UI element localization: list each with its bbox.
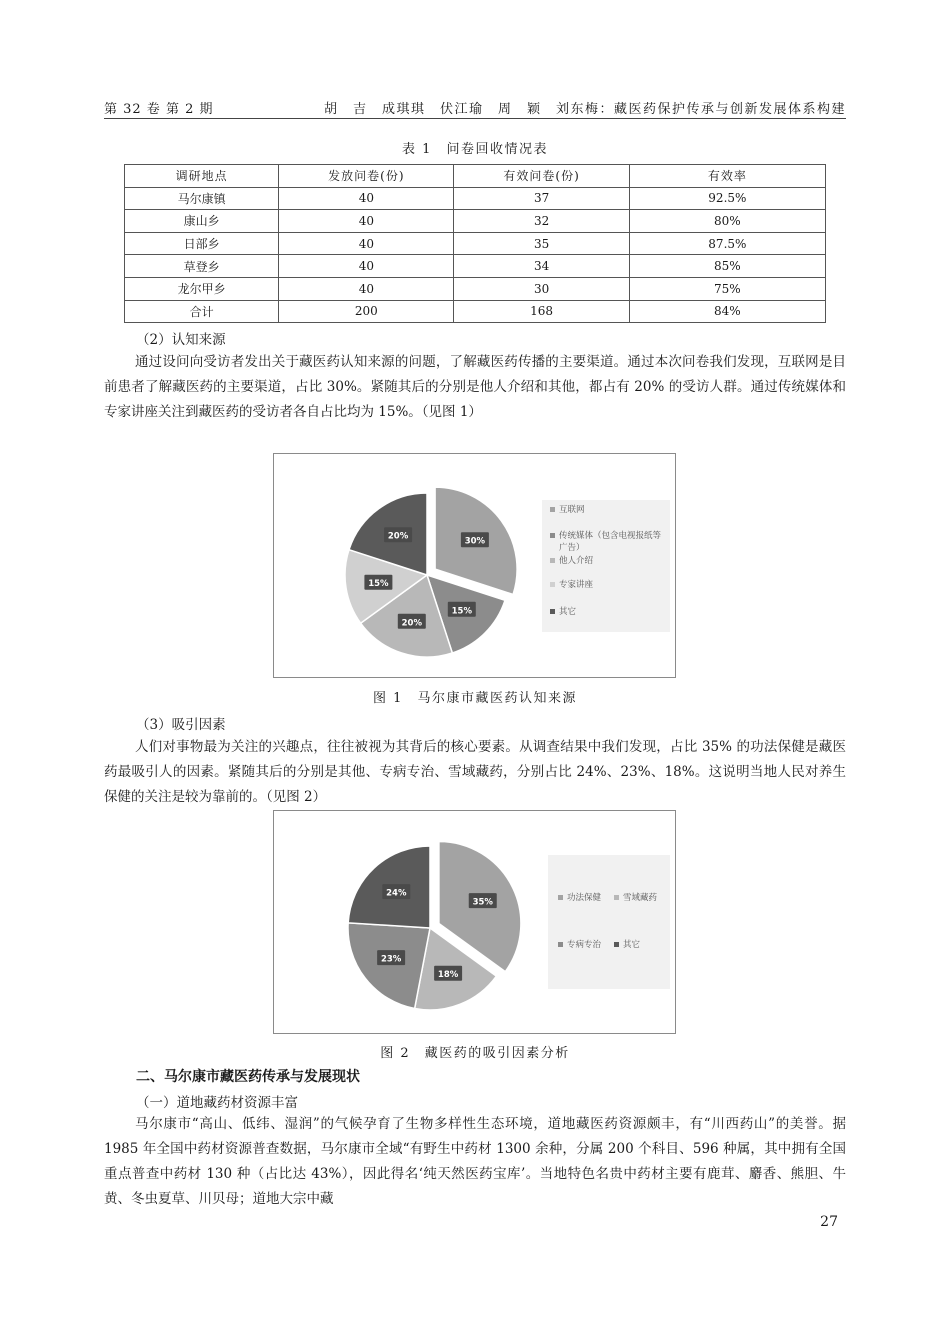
table-cell: 80% [629, 210, 825, 233]
legend-label: 其它 [623, 940, 641, 950]
legend-label: 其它 [559, 607, 577, 617]
figure-1-caption: 图 1 马尔康市藏医药认知来源 [373, 691, 577, 706]
legend-swatch [550, 609, 555, 614]
col-header-location: 调研地点 [125, 165, 279, 188]
section-heading-cognition: （2）认知来源 [136, 332, 226, 348]
table-cell: 168 [454, 300, 629, 323]
data-label: 20% [387, 531, 409, 542]
authors-title: 胡 吉 成琪琪 伏江瑜 周 颖 刘东梅：藏医药保护传承与创新发展体系构建 [323, 102, 846, 117]
journal-issue: 第 32 卷 第 2 期 [104, 102, 214, 117]
legend-swatch [558, 895, 563, 900]
table-caption: 表 1 问卷回收情况表 [402, 142, 548, 157]
figure-2-pie-chart [273, 810, 676, 1034]
legend-swatch [550, 558, 555, 563]
data-label: 30% [464, 536, 486, 547]
table-cell: 34 [454, 255, 629, 278]
paragraph-attraction: 人们对事物最为关注的兴趣点，往往被视为其背后的核心要素。从调查结果中我们发现，占比 35% 的功法保健是藏医药最吸引人的因素。紧随其后的分别是其他、专病专治、雪域藏药，分别占比 24%、23%、18%。这说明当地人民对养生保健的关注是较为靠前的。（见图 2） [104, 739, 846, 805]
table-cell: 40 [279, 232, 454, 255]
legend-box [548, 855, 670, 989]
running-header [104, 96, 846, 119]
pie-chart-1-svg [274, 454, 675, 677]
table-header-row [125, 165, 826, 188]
figure-2-caption: 图 2 藏医药的吸引因素分析 [380, 1046, 570, 1061]
col-header-rate: 有效率 [629, 165, 825, 188]
table-body [125, 187, 826, 323]
legend-label: 他人介绍 [559, 556, 594, 566]
pie-slice-2-3 [348, 923, 430, 1009]
legend-label: 专病专治 [567, 940, 602, 950]
table-cell: 37 [454, 187, 629, 210]
col-header-valid: 有效问卷(份) [454, 165, 629, 188]
table-row [125, 300, 826, 323]
col-header-issued: 发放问卷(份) [279, 165, 454, 188]
page-number: 27 [820, 1214, 838, 1230]
legend-label: 广告） [559, 543, 585, 553]
legend-swatch [550, 582, 555, 587]
table-cell: 84% [629, 300, 825, 323]
section-heading-part2: 二、马尔康市藏医药传承与发展现状 [136, 1069, 360, 1085]
table-cell: 日部乡 [125, 232, 279, 255]
legend-swatch [550, 507, 555, 512]
table-cell: 85% [629, 255, 825, 278]
legend-swatch [614, 895, 619, 900]
data-label: 20% [401, 618, 422, 629]
paragraph-resources: 马尔康市“高山、低纬、湿润”的气候孕育了生物多样性生态环境，道地藏医药资源颇丰，有“川西药山”的美誉。据 1985 年全国中药材资源普查数据，马尔康市全域“有野生中药材 1300 余种，分属 200 个科目、596 种属，其中拥有全国重点普查中药材 130 种（占比达 43%），因此得名‘纯天然医药宝库’。当地特色名贵中药材主要有鹿茸、麝香、熊胆、牛黄、冬虫夏草、川贝母；道地大宗中藏 [104, 1116, 846, 1207]
table-row [125, 232, 826, 255]
table-cell: 200 [279, 300, 454, 323]
data-label: 35% [472, 897, 493, 908]
legend-label: 雪域藏药 [623, 893, 658, 903]
table-cell: 40 [279, 255, 454, 278]
table-cell: 87.5% [629, 232, 825, 255]
subsection-heading-resources: （一）道地藏药材资源丰富 [136, 1095, 298, 1111]
legend-swatch [550, 533, 555, 538]
pie-chart-2-svg [274, 811, 675, 1033]
table-cell: 草登乡 [125, 255, 279, 278]
table-row [125, 255, 826, 278]
table-cell: 40 [279, 277, 454, 300]
table-cell: 32 [454, 210, 629, 233]
table-row [125, 187, 826, 210]
table-cell: 40 [279, 210, 454, 233]
legend-swatch [614, 942, 619, 947]
table-cell: 35 [454, 232, 629, 255]
table-cell: 30 [454, 277, 629, 300]
figure-1-pie-chart [273, 453, 676, 678]
legend-label: 互联网 [559, 505, 585, 515]
table-cell: 75% [629, 277, 825, 300]
section-heading-attraction: （3）吸引因素 [136, 717, 226, 733]
data-label: 23% [380, 954, 402, 965]
table-row [125, 210, 826, 233]
table-cell: 92.5% [629, 187, 825, 210]
table-cell: 康山乡 [125, 210, 279, 233]
data-label: 15% [368, 579, 389, 590]
data-label: 24% [386, 888, 407, 899]
legend-label: 传统媒体（包含电视报纸等 [559, 531, 662, 541]
table-cell: 龙尔甲乡 [125, 277, 279, 300]
paragraph-cognition: 通过设问向受访者发出关于藏医药认知来源的问题，了解藏医药传播的主要渠道。通过本次问卷我们发现，互联网是目前患者了解藏医药的主要渠道，占比 30%。紧随其后的分别是他人介绍和其他，都占有 20% 的受访人群。通过传统媒体和专家讲座关注到藏医药的受访者各自占比均为 15%。（见图 1） [104, 354, 846, 420]
table-cell: 40 [279, 187, 454, 210]
data-label: 15% [451, 606, 472, 617]
legend-label: 专家讲座 [559, 580, 594, 590]
legend-label: 功法保健 [567, 893, 602, 903]
data-label: 18% [437, 970, 459, 981]
table-cell: 合计 [125, 300, 279, 323]
table-row [125, 277, 826, 300]
survey-table [124, 164, 826, 323]
table-cell: 马尔康镇 [125, 187, 279, 210]
legend-swatch [558, 942, 563, 947]
